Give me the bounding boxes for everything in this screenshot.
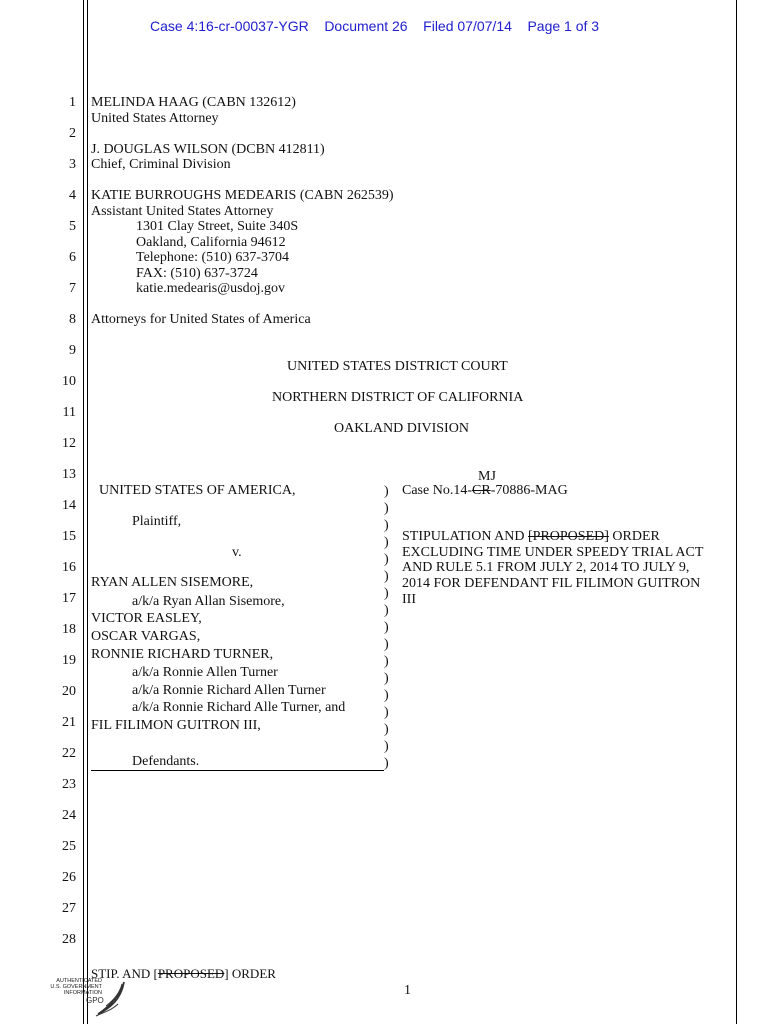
- case-number-struck: CR: [472, 483, 491, 498]
- eagle-icon: [92, 976, 132, 1018]
- header-page: Page 1 of 3: [527, 18, 600, 34]
- caption-paren: ): [384, 501, 389, 516]
- title-line: III: [402, 592, 416, 607]
- attorneys-for: Attorneys for United States of America: [91, 312, 311, 327]
- caption-paren: ): [384, 739, 389, 754]
- plaintiff-name: UNITED STATES OF AMERICA,: [99, 483, 296, 498]
- line-number: 14: [62, 498, 76, 513]
- case-number-prefix: Case No.14-: [402, 483, 472, 498]
- line-number: 28: [62, 932, 76, 947]
- line-number: 26: [62, 870, 76, 885]
- line-number: 23: [62, 777, 76, 792]
- caption-paren: ): [384, 518, 389, 533]
- left-margin-rule: [83, 0, 84, 1024]
- line-number: 27: [62, 901, 76, 916]
- title-struck: [PROPOSED]: [528, 529, 609, 544]
- counsel-line: United States Attorney: [91, 111, 219, 126]
- defendant-name: VICTOR EASLEY,: [91, 611, 202, 626]
- email-line: katie.medearis@usdoj.gov: [136, 281, 285, 296]
- footer-text: STIP. AND [: [91, 966, 158, 981]
- case-number: [402, 483, 568, 499]
- line-number: 19: [62, 653, 76, 668]
- gpo-seal: [40, 976, 132, 1018]
- footer-struck: PROPOSED: [157, 966, 225, 981]
- counsel-line: Chief, Criminal Division: [91, 157, 231, 172]
- address-line: 1301 Clay Street, Suite 340S: [136, 219, 299, 234]
- line-number: 21: [62, 715, 76, 730]
- counsel-line: J. DOUGLAS WILSON (DCBN 412811): [91, 142, 325, 157]
- caption-paren: ): [384, 654, 389, 669]
- header-case: Case 4:16-cr-00037-YGR: [150, 18, 309, 34]
- line-number: 5: [69, 219, 76, 234]
- defendant-alias: a/k/a Ronnie Richard Allen Turner: [132, 683, 326, 698]
- defendant-alias: a/k/a Ryan Allan Sisemore,: [132, 594, 285, 609]
- title-line: 2014 FOR DEFENDANT FIL FILIMON GUITRON: [402, 576, 701, 591]
- caption-paren: ): [384, 705, 389, 720]
- caption-paren: ): [384, 586, 389, 601]
- line-number: 20: [62, 684, 76, 699]
- line-number: 25: [62, 839, 76, 854]
- gpo-line: AUTHENTICATED: [56, 978, 102, 984]
- court-district: NORTHERN DISTRICT OF CALIFORNIA: [272, 390, 524, 405]
- caption-paren: ): [384, 552, 389, 567]
- caption-paren: ): [384, 637, 389, 652]
- title-line: EXCLUDING TIME UNDER SPEEDY TRIAL ACT: [402, 545, 704, 560]
- line-number: 13: [62, 467, 76, 482]
- plaintiff-role: Plaintiff,: [132, 514, 182, 529]
- case-number-insert: MJ: [478, 469, 496, 484]
- line-number: 18: [62, 622, 76, 637]
- case-number-suffix: -70886-MAG: [490, 483, 568, 498]
- line-number: 3: [69, 157, 76, 172]
- address-line: FAX: (510) 637-3724: [136, 266, 258, 281]
- defendant-name: OSCAR VARGAS,: [91, 629, 201, 644]
- court-name: UNITED STATES DISTRICT COURT: [287, 359, 508, 374]
- title-text: ORDER: [608, 529, 660, 544]
- caption-paren: ): [384, 688, 389, 703]
- line-number: 12: [62, 436, 76, 451]
- caption-paren: ): [384, 620, 389, 635]
- line-number: 17: [62, 591, 76, 606]
- defendant-alias: a/k/a Ronnie Allen Turner: [132, 665, 278, 680]
- defendant-name: FIL FILIMON GUITRON III,: [91, 718, 261, 733]
- counsel-line: Assistant United States Attorney: [91, 204, 274, 219]
- left-margin-rule-inner: [87, 0, 88, 1024]
- counsel-line: KATIE BURROUGHS MEDEARIS (CABN 262539): [91, 188, 394, 203]
- gpo-line: INFORMATION: [63, 990, 102, 996]
- right-margin-rule: [736, 0, 737, 1024]
- caption-paren: ): [384, 603, 389, 618]
- address-line: Oakland, California 94612: [136, 235, 286, 250]
- line-number: 9: [69, 343, 76, 358]
- header-filed: Filed 07/07/14: [423, 18, 512, 34]
- ecf-header: [150, 18, 599, 34]
- line-number: 1: [69, 95, 76, 110]
- caption-paren: ): [384, 569, 389, 584]
- caption-paren: ): [384, 671, 389, 686]
- caption-underline: [91, 770, 384, 771]
- caption-paren: ): [384, 756, 389, 771]
- defendant-alias: a/k/a Ronnie Richard Alle Turner, and: [132, 700, 346, 715]
- line-number: 16: [62, 560, 76, 575]
- line-number: 7: [69, 281, 76, 296]
- caption-paren: ): [384, 722, 389, 737]
- header-document: Document 26: [324, 18, 408, 34]
- line-number: 8: [69, 312, 76, 327]
- gpo-label: GPO: [86, 996, 104, 1005]
- page-number: 1: [404, 983, 411, 998]
- line-number: 11: [62, 405, 76, 420]
- title-text: STIPULATION AND: [402, 529, 528, 544]
- line-number: 4: [69, 188, 76, 203]
- defendants-role: Defendants.: [132, 754, 200, 769]
- line-number: 22: [62, 746, 76, 761]
- line-number: 24: [62, 808, 76, 823]
- line-number: 6: [69, 250, 76, 265]
- caption-paren: ): [384, 535, 389, 550]
- footer-text: ] ORDER: [224, 966, 276, 981]
- gpo-line: U.S. GOVERNMENT: [50, 984, 102, 990]
- line-number: 10: [62, 374, 76, 389]
- versus: v.: [232, 545, 242, 560]
- defendant-name: RYAN ALLEN SISEMORE,: [91, 575, 254, 590]
- caption-paren: ): [384, 484, 389, 499]
- line-number: 2: [69, 126, 76, 141]
- court-division: OAKLAND DIVISION: [334, 421, 469, 436]
- title-line: AND RULE 5.1 FROM JULY 2, 2014 TO JULY 9,: [402, 560, 690, 575]
- counsel-line: MELINDA HAAG (CABN 132612): [91, 95, 296, 110]
- line-number: 15: [62, 529, 76, 544]
- address-line: Telephone: (510) 637-3704: [136, 250, 289, 265]
- defendant-name: RONNIE RICHARD TURNER,: [91, 647, 274, 662]
- title-line: [402, 529, 660, 545]
